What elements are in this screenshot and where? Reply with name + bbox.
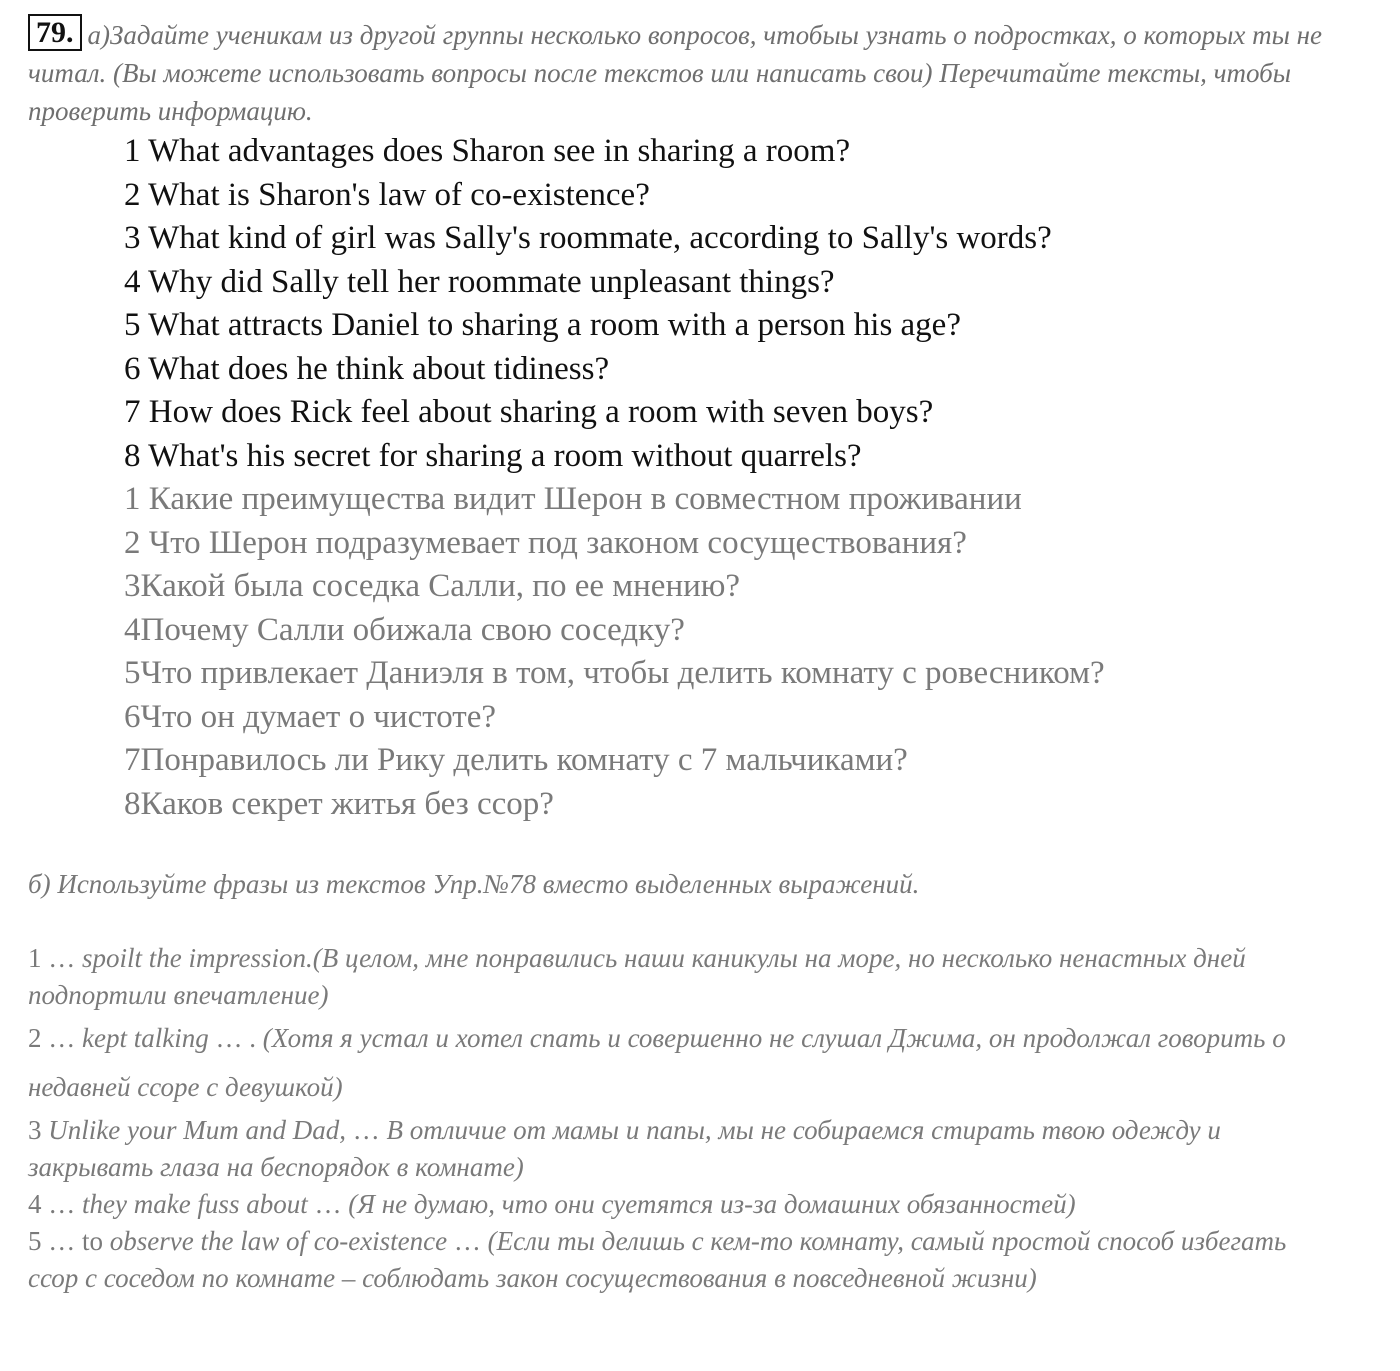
part-b-item-4 xyxy=(28,1186,1328,1223)
question-ru-6: 6Что он думает о чистоте? xyxy=(124,698,496,735)
part-b-item-5 xyxy=(28,1223,1328,1297)
item-translation: (Хотя я устал и хотел спать и совершенно не слушал Джима, он продолжал говорить о недавней ссоре с девушкой) xyxy=(28,1023,1286,1102)
part-b-item-3 xyxy=(28,1112,1328,1186)
questions-english xyxy=(124,130,1374,478)
item-phrase: they make fuss about xyxy=(82,1189,308,1219)
item-number: 5 xyxy=(28,1226,42,1256)
item-lead: … xyxy=(41,1189,82,1219)
question-en-2: 2 What is Sharon's law of co-existence? xyxy=(124,176,650,213)
question-ru-5: 5Что привлекает Даниэля в том, чтобы делить комнату с ровесником? xyxy=(124,655,1105,691)
question-en-1: 1 What advantages does Sharon see in sharing a room? xyxy=(124,133,851,169)
item-number: 3 xyxy=(28,1115,42,1145)
item-tail: … . xyxy=(208,1023,263,1053)
item-number: 2 xyxy=(28,1023,42,1053)
question-en-8: 8 What's his secret for sharing a room without quarrels? xyxy=(124,437,862,474)
item-tail: … xyxy=(447,1226,488,1256)
item-number: 4 xyxy=(28,1189,42,1219)
question-en-7: 7 How does Rick feel about sharing a room with seven boys? xyxy=(124,394,934,430)
question-en-6: 6 What does he think about tidiness? xyxy=(124,350,610,387)
question-ru-8: 8Каков секрет житья без ссор? xyxy=(124,785,554,822)
item-phrase: kept talking xyxy=(82,1023,209,1053)
part-b-item-2 xyxy=(28,1014,1328,1112)
question-ru-7: 7Понравилось ли Рику делить комнату с 7 мальчиками? xyxy=(124,742,908,778)
item-translation: (Если ты делишь с кем-то комнату, самый простой способ избегать ссор с соседом по комнате – соблюдать закон сосуществования в повседневной жизни) xyxy=(28,1226,1287,1293)
item-translation: В отличие от мамы и папы, мы не собираемся стирать твою одежду и закрывать глаза на беспорядок в комнате) xyxy=(28,1115,1221,1182)
item-number: 1 xyxy=(28,943,42,973)
question-en-4: 4 Why did Sally tell her roommate unpleasant things? xyxy=(124,263,835,300)
item-lead: … xyxy=(41,1023,82,1053)
item-tail: … xyxy=(345,1115,387,1145)
item-lead: … xyxy=(41,943,82,973)
item-translation: (В целом, мне понравились наши каникулы на море, но несколько ненастных дней подпортили впечатление) xyxy=(28,943,1246,1010)
item-tail: … xyxy=(307,1189,349,1219)
exercise-intro xyxy=(28,14,1368,130)
part-b-items xyxy=(28,940,1328,1297)
exercise-number-box: 79. xyxy=(28,14,82,51)
item-phrase: observe the law of co-existence xyxy=(109,1226,448,1256)
item-lead: … to xyxy=(41,1226,110,1256)
part-b-item-1 xyxy=(28,940,1328,1014)
part-b-instruction: б) Используйте фразы из текстов Упр.№78 вместо выделенных выражений. xyxy=(28,869,920,899)
question-en-3: 3 What kind of girl was Sally's roommate, according to Sally's words? xyxy=(124,220,1052,256)
question-ru-2: 2 Что Шерон подразумевает под законом сосуществования? xyxy=(124,524,967,561)
item-phrase: Unlike your Mum and Dad, xyxy=(48,1115,346,1145)
intro-text-a: а)Задайте ученикам из другой группы несколько вопросов, чтобыы узнать о подростках, о которых ты не читал. (Вы можете использовать вопросы после текстов или написать свои) Перечитайте тексты, чтобы проверить информацию. xyxy=(28,20,1322,126)
question-ru-4: 4Почему Салли обижала свою соседку? xyxy=(124,611,685,648)
questions-russian xyxy=(124,478,1374,826)
item-translation: (Я не думаю, что они суетятся из-за домашних обязанностей) xyxy=(348,1189,1076,1219)
question-en-5: 5 What attracts Daniel to sharing a room with a person his age? xyxy=(124,307,961,343)
item-phrase: spoilt the impression. xyxy=(82,943,313,973)
question-ru-1: 1 Какие преимущества видит Шерон в совместном проживании xyxy=(124,481,1022,517)
question-ru-3: 3Какой была соседка Салли, по ее мнению? xyxy=(124,568,741,604)
